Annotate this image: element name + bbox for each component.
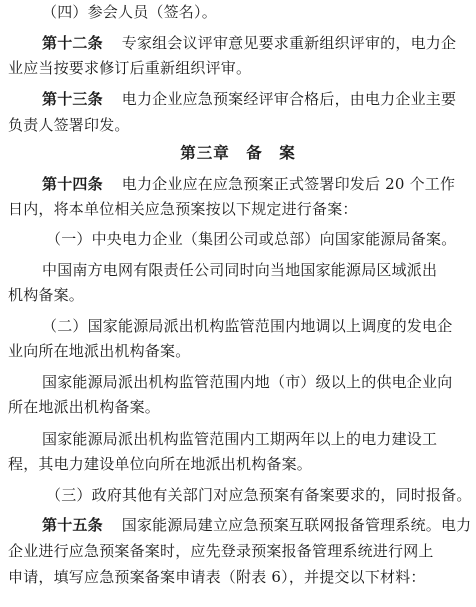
- line-text: 日内，将本单位相关应急预案按以下规定进行备案：: [8, 200, 358, 218]
- article-14-line-2: [8, 199, 358, 219]
- clause-2-line-3: [42, 372, 452, 392]
- article-13-line-1: [42, 89, 456, 109]
- article-15-line-3: [8, 567, 426, 587]
- clause-2-line-5: [42, 429, 437, 449]
- line-text: 中国南方电网有限责任公司同时向当地国家能源局区域派出: [42, 261, 438, 279]
- line-text: 专家组会议评审意见要求重新组织评审的，电力企: [121, 34, 457, 52]
- line-text: 业向所在地派出机构备案。: [8, 342, 191, 360]
- line-text: （二）国家能源局派出机构监管范围内地调以上调度的发电企: [42, 317, 453, 335]
- line-text: 国家能源局派出机构监管范围内工期两年以上的电力建设工: [42, 430, 438, 448]
- article-14-line-1: [42, 174, 455, 194]
- line-text: 所在地派出机构备案。: [8, 398, 161, 416]
- line-text: 申请，填写应急预案备案申请表（附表 6），并提交以下材料：: [8, 568, 426, 586]
- line-text: 企业进行应急预案备案时，应先登录预案报备管理系统进行网上: [8, 542, 434, 560]
- line-text: （三）政府其他有关部门对应急预案有备案要求的，同时报备。: [46, 486, 472, 504]
- line-text: 国家能源局派出机构监管范围内地（市）级以上的供电企业向: [42, 373, 453, 391]
- article-12-line-1: [42, 33, 456, 53]
- clause-1-line-2: [42, 260, 437, 280]
- clause-1-line-3: [8, 285, 84, 305]
- line-text: 机构备案。: [8, 286, 85, 304]
- line-text: （四）参会人员（签名）。: [42, 3, 217, 21]
- clause-2-line-1: [42, 316, 452, 336]
- article-12-line-2: [8, 58, 251, 78]
- clause-2-line-2: [8, 341, 190, 361]
- line-text: 程，其电力建设单位向所在地派出机构备案。: [8, 455, 313, 473]
- article-13-line-2: [8, 115, 130, 135]
- line-text: 负责人签署印发。: [8, 116, 130, 134]
- clause-1-line-1: [46, 229, 456, 249]
- clause-2-line-4: [8, 397, 160, 417]
- article-15-line-2: [8, 541, 434, 561]
- line-text: （一）中央电力企业（集团公司或总部）向国家能源局备案。: [46, 230, 457, 248]
- article-15-label: 第十五条: [42, 516, 103, 534]
- line-text: 电力企业应急预案经评审合格后，由电力企业主要: [121, 90, 457, 108]
- article-14-label: 第十四条: [42, 175, 103, 193]
- line-text: 国家能源局建立应急预案互联网报备管理系统。电力: [121, 516, 472, 534]
- chapter-title: 第三章 备 案: [180, 143, 296, 162]
- line-text: 电力企业应在应急预案正式签署印发后 20 个工作: [121, 175, 456, 193]
- clause-2-line-6: [8, 454, 312, 474]
- attendee-signature-line: [42, 2, 217, 22]
- article-12-label: 第十二条: [42, 34, 103, 52]
- article-15-line-1: [42, 515, 471, 535]
- clause-3-line-1: [46, 485, 472, 505]
- article-13-label: 第十三条: [42, 90, 103, 108]
- line-text: 业应当按要求修订后重新组织评审。: [8, 59, 252, 77]
